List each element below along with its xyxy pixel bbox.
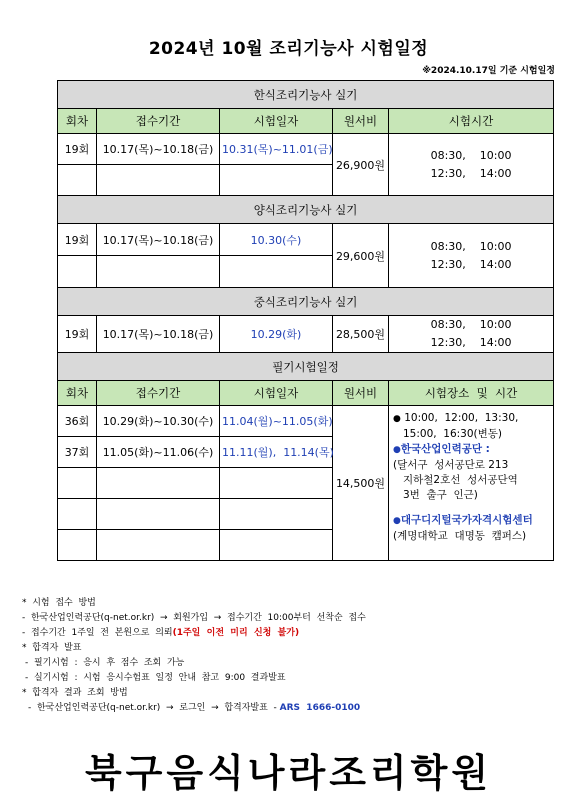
exam-schedule-table [57, 80, 554, 561]
bullet-icon: ● [393, 445, 401, 455]
venue-address: (계명대학교 대명동 캠퍼스) [393, 530, 527, 542]
table-row [58, 406, 554, 437]
period-cell: 11.05(화)~11.06(수) [97, 437, 220, 468]
period-cell: 10.17(목)~10.18(금) [97, 224, 220, 256]
note-heading: * 합격자 발표 [22, 643, 82, 653]
fee-cell: 14,500원 [333, 406, 389, 561]
time-line: 12:30, 14:00 [430, 257, 512, 271]
header-round: 회차 [58, 381, 97, 406]
round-cell: 19회 [58, 224, 97, 256]
round-cell: 36회 [58, 406, 97, 437]
header-period: 접수기간 [97, 381, 220, 406]
basis-date-note: ※2024.10.17일 기준 시험일정 [422, 66, 555, 76]
date-cell: 10.29(화) [220, 316, 333, 353]
notes-section [22, 596, 366, 716]
header-date: 시험일자 [220, 381, 333, 406]
section-chinese: 중식조리기능사 실기 [58, 288, 554, 316]
header-round: 회차 [58, 109, 97, 134]
fee-cell: 28,500원 [333, 316, 389, 353]
time-line: 08:30, 10:00 [430, 148, 512, 162]
period-cell: 10.17(목)~10.18(금) [97, 134, 220, 165]
exam-times: 15:00, 16:30(변동) [403, 428, 503, 440]
venue-address: 지하철2호선 성서공단역 [403, 474, 518, 486]
round-cell: 37회 [58, 437, 97, 468]
bullet-icon: ● [393, 516, 401, 526]
period-cell: 10.17(목)~10.18(금) [97, 316, 220, 353]
fee-cell: 29,600원 [333, 224, 389, 288]
header-row [58, 109, 554, 134]
venue-name: 한국산업인력공단 : [400, 443, 490, 455]
note-line: - 접수기간 1주일 전 본원으로 의뢰 [22, 628, 173, 638]
table-row [58, 134, 554, 165]
date-cell: 10.30(수) [220, 224, 333, 256]
date-cell: 10.31(목)~11.01(금) [220, 134, 333, 165]
time-line: 12:30, 14:00 [430, 336, 512, 349]
warning-text: (1주일 이전 미리 신청 불가) [172, 628, 300, 638]
note-line: - 실기시험 : 시험 응시수험표 일정 안내 참고 9:00 결과발표 [25, 673, 286, 683]
time-cell [389, 134, 554, 196]
round-cell: 19회 [58, 316, 97, 353]
venue-address: (달서구 성서공단로 213 [393, 459, 509, 471]
time-line: 08:30, 10:00 [430, 318, 512, 331]
header-date: 시험일자 [220, 109, 333, 134]
time-line: 08:30, 10:00 [430, 239, 512, 253]
date-cell: 11.04(월)~11.05(화) [220, 406, 333, 437]
header-time: 시험시간 [389, 109, 554, 134]
note-line: - 한국산업인력공단(q-net.or.kr) → 회원가입 → 접수기간 10:00부터 선착순 접수 [22, 613, 366, 623]
header-location: 시험장소 및 시간 [389, 381, 554, 406]
table-row [58, 316, 554, 353]
header-fee: 원서비 [333, 109, 389, 134]
period-cell: 10.29(화)~10.30(수) [97, 406, 220, 437]
section-western: 양식조리기능사 실기 [58, 196, 554, 224]
page-title: 2024년 10월 조리기능사 시험일정 [148, 39, 429, 59]
note-heading: * 시험 접수 방법 [22, 598, 96, 608]
note-line: - 필기시험 : 응시 후 점수 조회 가능 [25, 658, 185, 668]
academy-name: 북구음식나라조리학원 [84, 751, 493, 795]
ars-number: ARS 1666-0100 [279, 703, 361, 713]
time-line: 12:30, 14:00 [430, 166, 512, 180]
header-row [58, 381, 554, 406]
exam-times: 10:00, 12:00, 13:30, [404, 412, 519, 424]
section-written: 필기시험일정 [58, 353, 554, 381]
table-row [58, 224, 554, 256]
fee-cell: 26,900원 [333, 134, 389, 196]
time-cell [389, 224, 554, 288]
time-cell [389, 316, 554, 353]
round-cell: 19회 [58, 134, 97, 165]
location-cell [389, 406, 554, 561]
header-fee: 원서비 [333, 381, 389, 406]
venue-name: 대구디지털국가자격시험센터 [400, 514, 533, 526]
note-heading: * 합격자 결과 조회 방법 [22, 688, 128, 698]
venue-address: 3번 출구 인근) [403, 489, 478, 501]
section-korean: 한식조리기능사 실기 [58, 81, 554, 109]
date-cell: 11.11(월), 11.14(목) [220, 437, 333, 468]
header-period: 접수기간 [97, 109, 220, 134]
note-line: - 한국산업인력공단(q-net.or.kr) → 로그인 → 합격자발표 - [28, 703, 277, 713]
bullet-icon: ● [393, 414, 401, 424]
